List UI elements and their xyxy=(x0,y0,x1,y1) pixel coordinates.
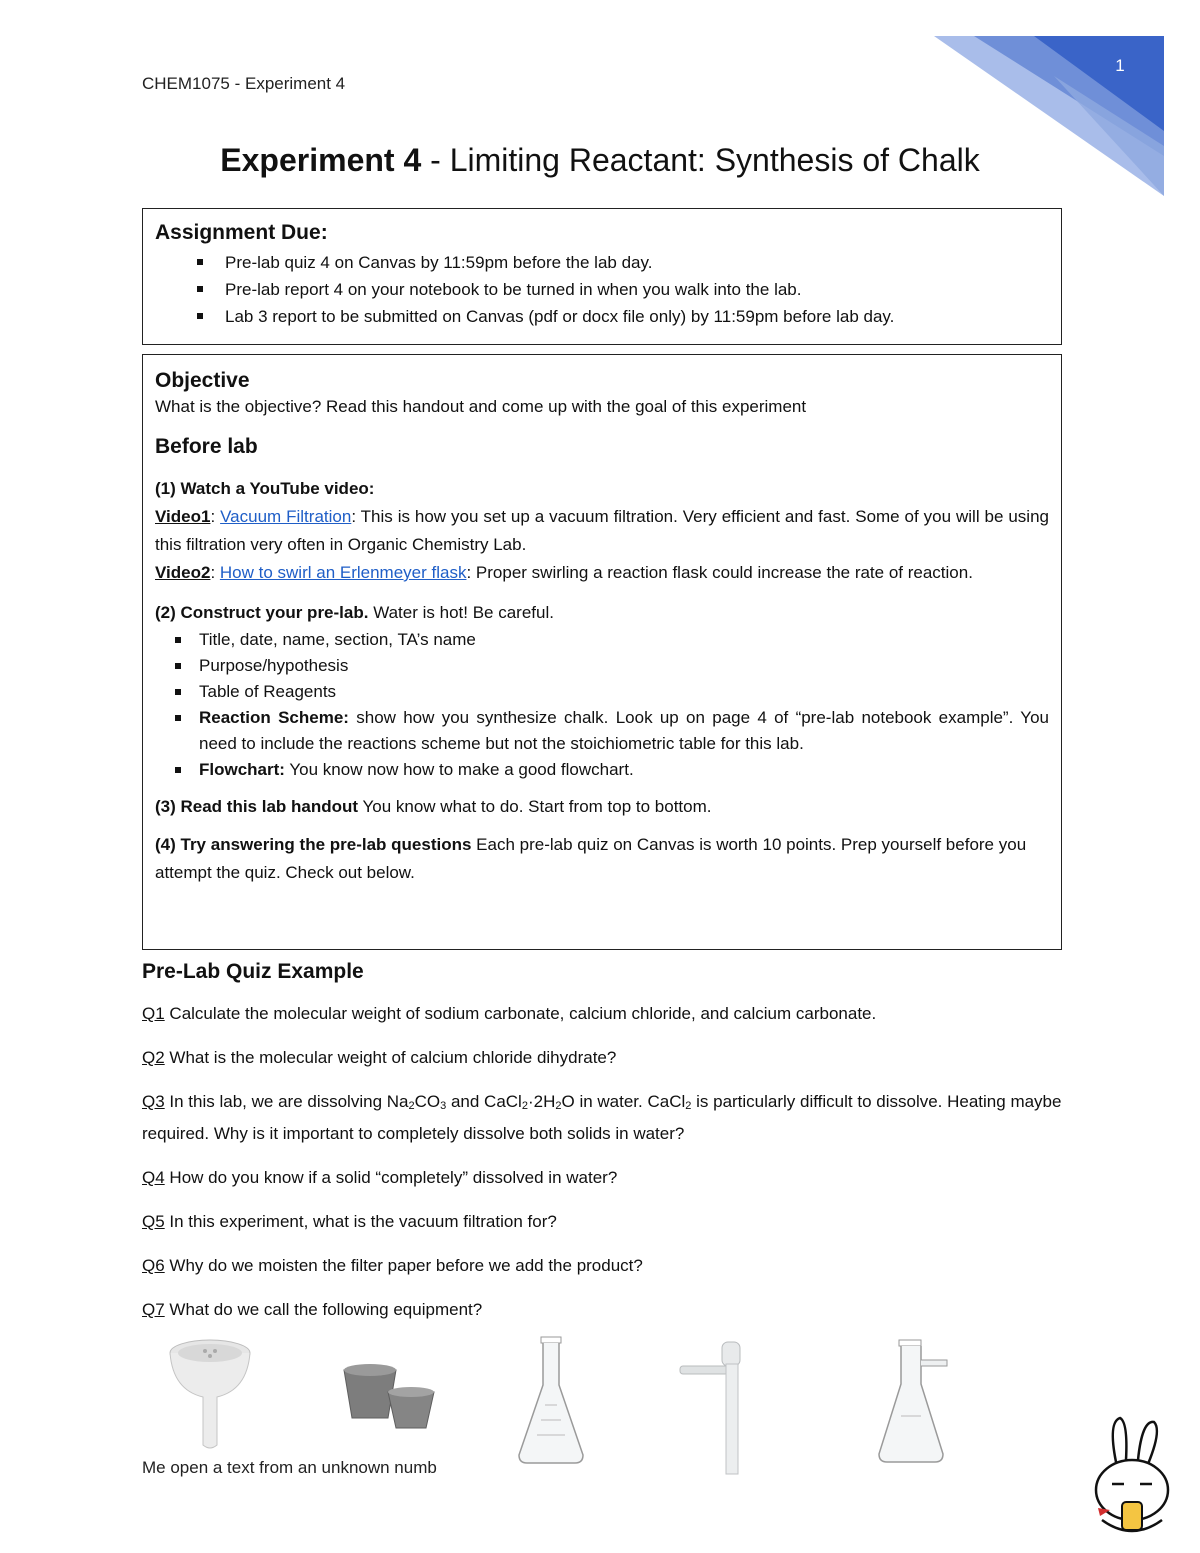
page-title xyxy=(0,142,1200,179)
erlenmeyer-flask-image xyxy=(515,1335,587,1467)
step4-paragraph xyxy=(155,831,1049,887)
list-item xyxy=(155,705,1049,757)
step3-paragraph xyxy=(155,793,1049,821)
quiz-heading: Pre-Lab Quiz Example xyxy=(142,960,364,983)
quiz-question xyxy=(142,1088,1072,1148)
step3-text: You know what to do. Start from top to bottom. xyxy=(358,797,712,816)
video2-paragraph: Video2: How to swirl an Erlenmeyer flask: Proper swirling a reaction flask could increase the rate of reaction. xyxy=(155,563,973,582)
question-text: is particularly difficult to dissolve. Heating maybe required. Why is it important to completely dissolve both solids in water? xyxy=(142,1092,1062,1143)
reaction-text: show how you synthesize chalk. Look up on page 4 of “pre-lab notebook example”. You need to include the reactions scheme but not the stoichiometric table for this lab. xyxy=(199,708,1049,753)
video1-link[interactable]: Vacuum Filtration xyxy=(220,507,352,526)
subscript: 2 xyxy=(555,1100,562,1112)
step1-title: (1) Watch a YouTube video: xyxy=(155,479,375,498)
quiz-question xyxy=(142,1044,1072,1072)
question-number: Q6 xyxy=(142,1256,165,1275)
assignment-heading: Assignment Due: xyxy=(155,221,328,244)
question-text: In this experiment, what is the vacuum filtration for? xyxy=(164,1212,557,1231)
video2-label: Video2 xyxy=(155,563,211,582)
question-number: Q5 xyxy=(142,1212,165,1231)
video1-label: Video1 xyxy=(155,507,211,526)
list-item: Table of Reagents xyxy=(155,679,1049,705)
filter-flask-image xyxy=(875,1338,951,1466)
flowchart-label: Flowchart: xyxy=(199,760,285,779)
list-item xyxy=(155,757,1049,783)
question-text: CO xyxy=(414,1092,441,1111)
quiz-section xyxy=(142,960,1072,1340)
quiz-question xyxy=(142,1296,1072,1324)
question-text: O in water. CaCl xyxy=(561,1092,686,1111)
objective-box xyxy=(142,354,1062,950)
quiz-question xyxy=(142,1164,1072,1192)
question-number: Q3 xyxy=(142,1092,165,1111)
step4-title: (4) Try answering the pre-lab questions xyxy=(155,835,472,854)
question-text: Calculate the molecular weight of sodium carbonate, calcium chloride, and calcium carbonate. xyxy=(164,1004,877,1023)
step4-text: Each pre-lab quiz on Canvas is worth 10 points. Prep yourself before you attempt the quiz. Check out below. xyxy=(155,835,1027,882)
quiz-question xyxy=(142,1000,1072,1028)
subscript: 2 xyxy=(521,1100,528,1112)
crucible-image xyxy=(340,1362,440,1432)
question-number: Q2 xyxy=(142,1048,165,1067)
quiz-question xyxy=(142,1208,1072,1236)
step2-title: (2) Construct your pre-lab. xyxy=(155,603,369,622)
question-text: What is the molecular weight of calcium chloride dihydrate? xyxy=(164,1048,617,1067)
list-item: Title, date, name, section, TA’s name xyxy=(155,627,1049,653)
before-lab-heading: Before lab xyxy=(155,435,258,458)
step2-paragraph xyxy=(155,599,1049,627)
title-bold: Experiment 4 xyxy=(220,142,422,178)
question-text: and CaCl xyxy=(446,1092,522,1111)
list-item: Purpose/hypothesis xyxy=(155,653,1049,679)
video2-text: : Proper swirling a reaction flask could increase the rate of reaction. xyxy=(466,563,973,582)
page-number: 1 xyxy=(1115,56,1125,75)
subscript: 3 xyxy=(440,1100,447,1112)
bunny-sticker-image xyxy=(1088,1412,1178,1542)
prelab-list xyxy=(155,627,1049,783)
video1-text: : This is how you set up a vacuum filtration. Very efficient and fast. Some of you will be using this filtration very often in Organic Chemistry Lab. xyxy=(155,507,1049,554)
assignment-box xyxy=(142,208,1062,345)
vacuum-adapter-image xyxy=(678,1340,758,1476)
flowchart-text: You know now how to make a good flowchart. xyxy=(284,760,634,779)
objective-text: What is the objective? Read this handout and come up with the goal of this experiment xyxy=(155,397,807,416)
step3-title: (3) Read this lab handout xyxy=(155,797,359,816)
step2-text: Water is hot! Be careful. xyxy=(368,603,554,622)
question-number: Q7 xyxy=(142,1300,165,1319)
list-item: Lab 3 report to be submitted on Canvas (pdf or docx file only) by 11:59pm before lab day. xyxy=(155,303,1049,330)
subscript: 2 xyxy=(685,1100,692,1112)
question-number: Q1 xyxy=(142,1004,165,1023)
quiz-question xyxy=(142,1252,1072,1280)
overlay-caption: Me open a text from an unknown numb xyxy=(142,1458,437,1477)
running-header: CHEM1075 - Experiment 4 xyxy=(142,74,346,93)
reaction-label: Reaction Scheme: xyxy=(199,708,349,727)
question-text: ·2H xyxy=(527,1092,556,1111)
list-item: Pre-lab report 4 on your notebook to be turned in when you walk into the lab. xyxy=(155,276,1049,303)
question-number: Q4 xyxy=(142,1168,165,1187)
buchner-funnel-image xyxy=(165,1335,255,1455)
title-rest: - Limiting Reactant: Synthesis of Chalk xyxy=(421,142,980,178)
video1-paragraph: Video1: Vacuum Filtration: This is how you set up a vacuum filtration. Very efficient and fast. Some of you will be using this filtration very often in Organic Chemistry Lab. xyxy=(155,507,1049,554)
question-text: In this lab, we are dissolving Na xyxy=(164,1092,409,1111)
objective-heading: Objective xyxy=(155,369,250,392)
question-text: What do we call the following equipment? xyxy=(164,1300,483,1319)
list-item: Pre-lab quiz 4 on Canvas by 11:59pm before the lab day. xyxy=(155,249,1049,276)
subscript: 2 xyxy=(408,1100,415,1112)
video2-link[interactable]: How to swirl an Erlenmeyer flask xyxy=(219,563,467,582)
assignment-list xyxy=(155,249,1049,330)
question-text: Why do we moisten the filter paper before we add the product? xyxy=(164,1256,643,1275)
question-text: How do you know if a solid “completely” dissolved in water? xyxy=(164,1168,618,1187)
